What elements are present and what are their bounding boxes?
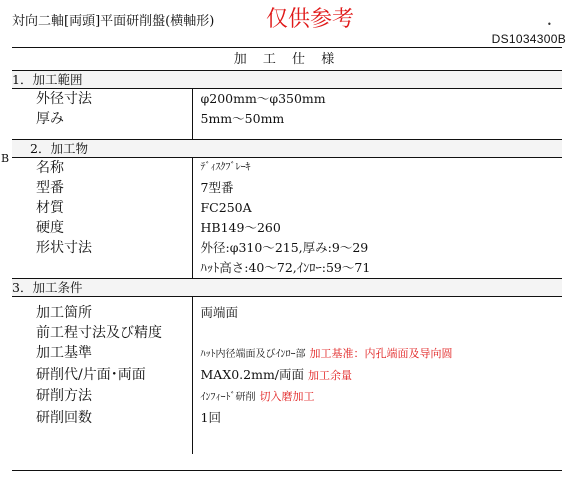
bottom-rule (12, 470, 562, 471)
chinese-note: 加工基准：内孔端面及导向圆 (309, 347, 453, 360)
table-row (12, 109, 562, 140)
row-value: HB149～260 (192, 218, 562, 238)
row-value (192, 343, 562, 365)
row-value (192, 365, 562, 386)
row-label: 材質 (36, 200, 64, 216)
value-text: 両端面 (200, 305, 239, 320)
value-text: ｲﾝﾌｨｰﾄﾞ研削 (200, 392, 256, 403)
row-label: 型番 (36, 180, 64, 196)
row-value (192, 297, 562, 324)
row-value (192, 386, 562, 408)
row-value (192, 408, 562, 454)
table-row (12, 158, 562, 179)
row-label: 形状寸法 (36, 240, 92, 256)
table-row (12, 297, 562, 324)
table-row (12, 343, 562, 365)
row-label: 前工程寸法及び精度 (36, 325, 162, 341)
table-row (12, 238, 562, 258)
table-row (12, 178, 562, 198)
table-header-row (12, 48, 562, 71)
value-text: MAX0.2mm/両面 (200, 367, 305, 382)
chinese-note: 切入磨加工 (259, 390, 315, 403)
row-label: 加工基準 (36, 345, 92, 361)
row-value (192, 323, 562, 343)
row-label: 研削回数 (36, 410, 92, 426)
spec-table (12, 47, 562, 454)
row-label (12, 258, 192, 279)
row-label: 名称 (36, 160, 64, 176)
section-heading: 2．加工物 (12, 140, 562, 158)
row-value: 7型番 (192, 178, 562, 198)
table-row (12, 218, 562, 238)
page-title: 対向二軸[両頭]平面研削盤(横軸形) (12, 14, 215, 29)
row-label: 加工箇所 (36, 305, 92, 321)
row-value: 5mm～50mm (192, 109, 562, 140)
row-label: 研削方法 (36, 388, 92, 404)
reference-stamp: 仅供参考 (266, 7, 355, 32)
table-row (12, 258, 562, 279)
table-row (12, 323, 562, 343)
section-heading: 1．加工範囲 (12, 71, 562, 89)
row-label: 硬度 (36, 220, 64, 236)
document-number: DS1034300B (491, 32, 566, 46)
table-row (12, 408, 562, 454)
table-row (12, 365, 562, 386)
value-text: 1回 (200, 410, 221, 425)
row-value: 外径:φ310～215,厚み:9～29 (192, 238, 562, 258)
scan-dot: • (547, 20, 552, 29)
table-row (12, 386, 562, 408)
section-heading-row (12, 279, 562, 297)
table-title: 加 工 仕 様 (12, 48, 562, 71)
section-prefix: B (1, 152, 10, 165)
row-value: ﾊｯﾄ高さ:40～72,ｲﾝﾛｰ:59～71 (192, 258, 562, 279)
row-label: 外径寸法 (36, 91, 92, 107)
row-label: 研削代/片面･両面 (36, 367, 146, 383)
row-value: φ200mm～φ350mm (192, 89, 562, 110)
table-row (12, 89, 562, 110)
row-value: ﾃﾞｨｽｸﾌﾞﾚｰｷ (192, 158, 562, 179)
chinese-note: 加工余量 (308, 369, 353, 382)
value-text: ﾊｯﾄ内径端面及びｲﾝﾛｰ部 (200, 349, 306, 360)
table-row (12, 198, 562, 218)
row-label: 厚み (36, 111, 64, 127)
section-heading-row (12, 71, 562, 89)
section-heading: 3．加工条件 (12, 279, 562, 297)
row-value: FC250A (192, 198, 562, 218)
section-heading-row (12, 140, 562, 158)
